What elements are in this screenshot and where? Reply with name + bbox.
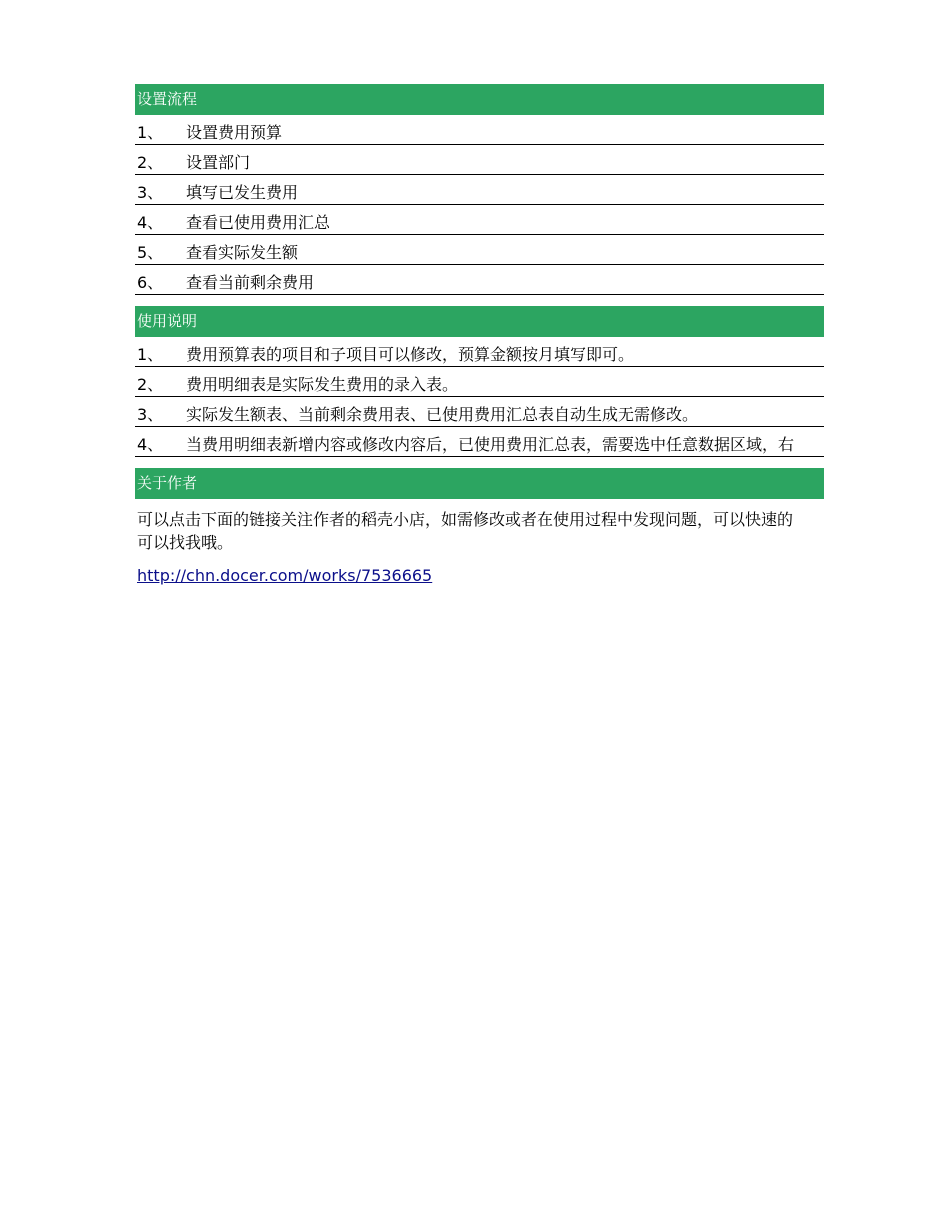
step-number: 6、: [137, 273, 164, 292]
section-header-about: [135, 468, 824, 499]
usage-note-3: [135, 397, 824, 427]
setup-step-6: [135, 265, 824, 295]
step-text: 查看实际发生额: [186, 243, 299, 262]
note-number: 4、: [137, 435, 164, 454]
usage-note-2: [135, 367, 824, 397]
setup-step-5: [135, 235, 824, 265]
usage-note-1: [135, 337, 824, 367]
step-text: 查看已使用费用汇总: [186, 213, 331, 232]
author-shop-link[interactable]: http://chn.docer.com/works/7536665: [137, 566, 433, 585]
section-title-usage: 使用说明: [137, 312, 198, 330]
note-text: 当费用明细表新增内容或修改内容后，已使用费用汇总表，需要选中任意数据区域，右: [186, 435, 795, 454]
about-line-1: 可以点击下面的链接关注作者的稻壳小店，如需修改或者在使用过程中发现问题，可以快速的: [137, 510, 794, 529]
note-text: 费用明细表是实际发生费用的录入表。: [186, 375, 459, 394]
step-number: 5、: [137, 243, 164, 262]
setup-step-1: [135, 115, 824, 145]
section-spacer: [135, 295, 824, 306]
section-title-setup: 设置流程: [137, 90, 198, 108]
step-text: 填写已发生费用: [186, 183, 299, 202]
section-header-usage: [135, 306, 824, 337]
step-number: 3、: [137, 183, 164, 202]
section-title-about: 关于作者: [137, 474, 198, 492]
usage-note-4: [135, 427, 824, 457]
instruction-sheet: [135, 84, 824, 585]
setup-step-3: [135, 175, 824, 205]
about-paragraph: [135, 499, 824, 554]
note-text: 实际发生额表、当前剩余费用表、已使用费用汇总表自动生成无需修改。: [186, 405, 699, 424]
setup-step-2: [135, 145, 824, 175]
about-line-2: 可以找我哦。: [137, 533, 234, 552]
step-number: 1、: [137, 123, 164, 142]
section-header-setup: [135, 84, 824, 115]
step-text: 设置费用预算: [186, 123, 283, 142]
note-number: 3、: [137, 405, 164, 424]
note-number: 1、: [137, 345, 164, 364]
step-number: 4、: [137, 213, 164, 232]
note-number: 2、: [137, 375, 164, 394]
note-text: 费用预算表的项目和子项目可以修改，预算金额按月填写即可。: [186, 345, 635, 364]
step-text: 设置部门: [186, 153, 251, 172]
step-number: 2、: [137, 153, 164, 172]
step-text: 查看当前剩余费用: [186, 273, 315, 292]
section-spacer: [135, 457, 824, 468]
setup-step-4: [135, 205, 824, 235]
